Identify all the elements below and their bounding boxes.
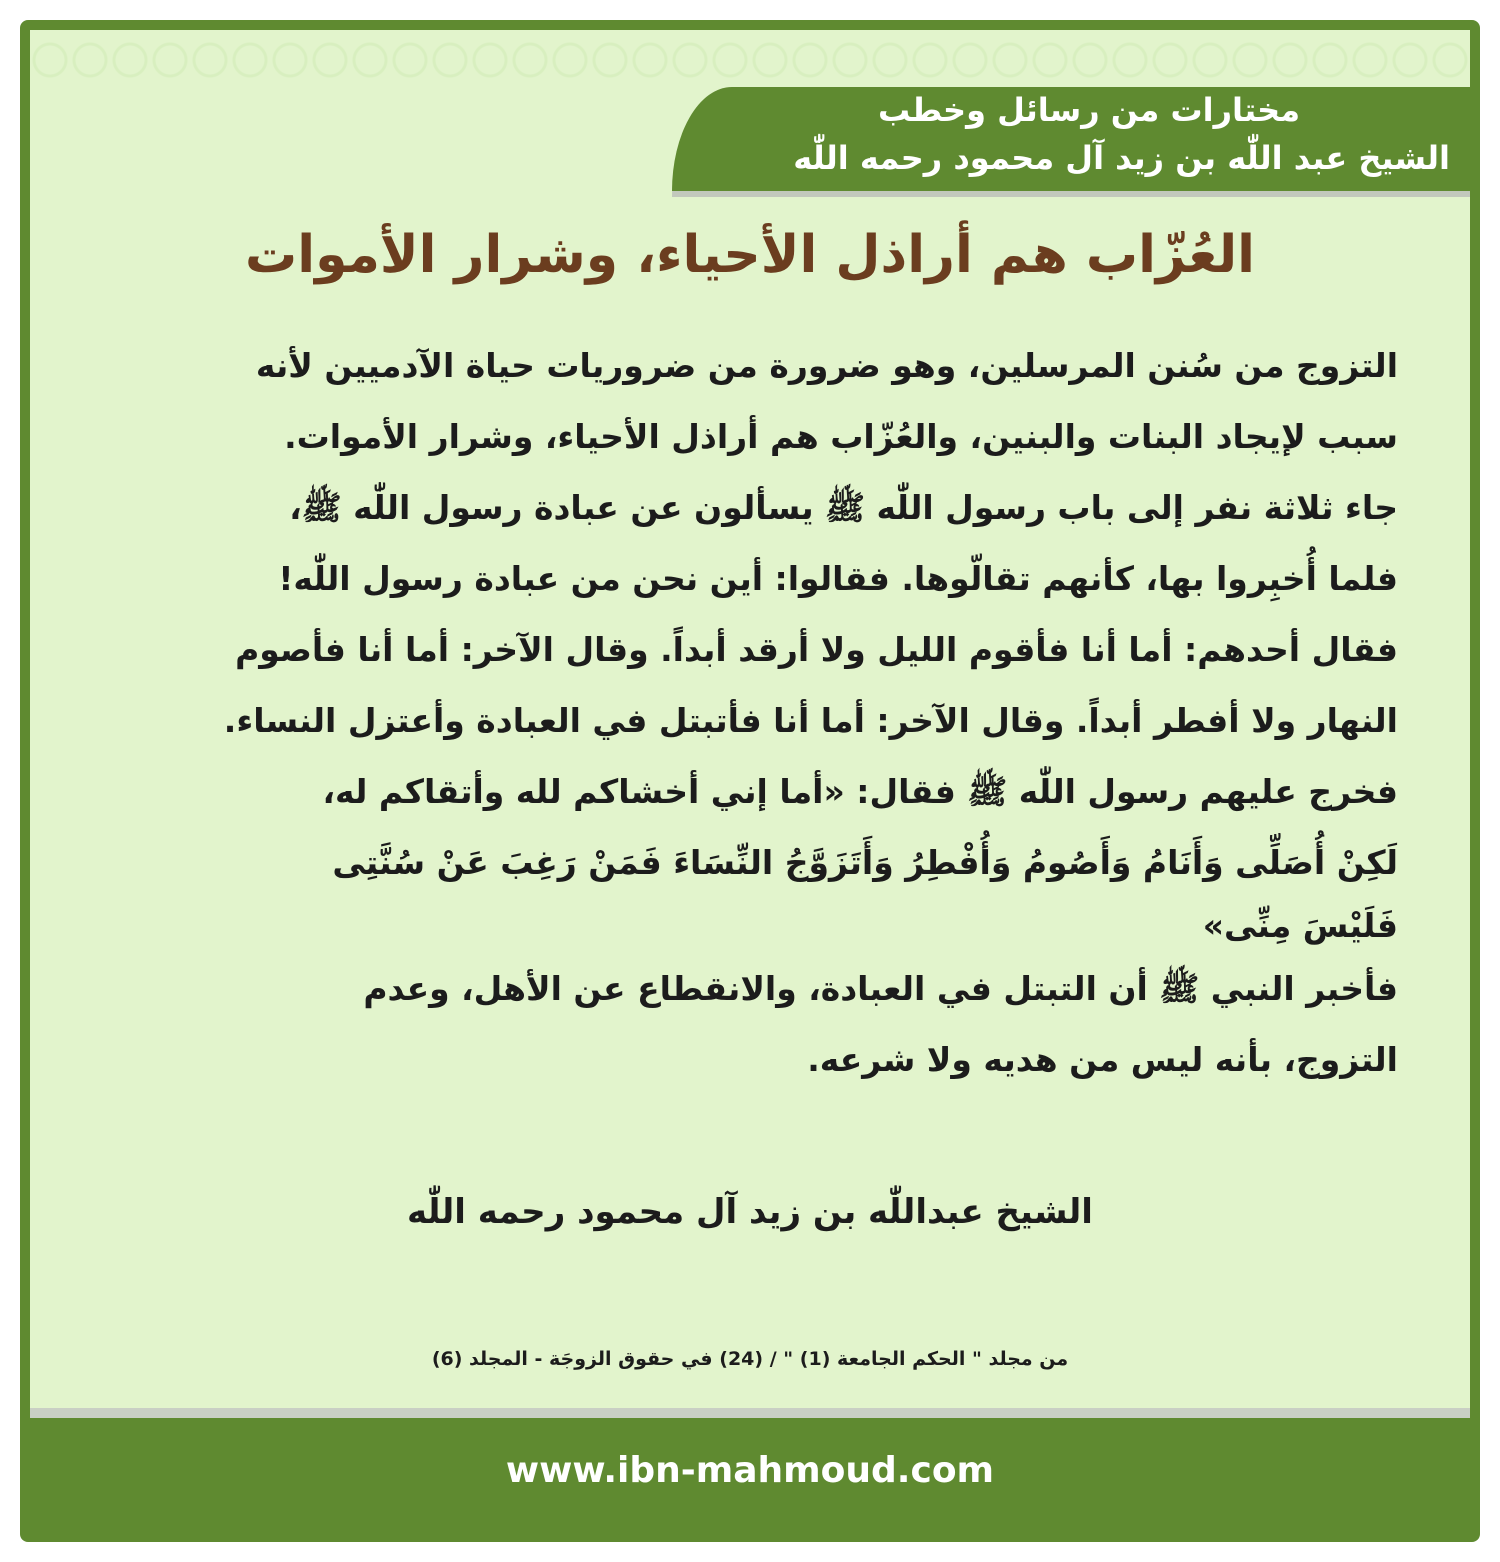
signature: الشيخ عبداللّٰه بن زيد آل محمود رحمه اللّٰه [407,1192,1093,1232]
content-card [30,30,1470,1415]
decorative-pattern [30,30,1470,90]
body-line: سبب لإيجاد البنات والبنين، والعُزّاب هم أراذل الأحياء، وشرار الأموات. [284,417,1398,456]
website-link[interactable]: www.ibn-mahmoud.com [505,1450,995,1491]
body-line: التزوج، بأنه ليس من هديه ولا شرعه. [807,1040,1398,1079]
body-line: فلما أُخبِروا بها، كأنهم تقالّوها. فقالوا: أين نحن من عبادة رسول اللّٰه! [278,559,1398,598]
article-body [108,330,1398,1095]
body-line: فقال أحدهم: أما أنا فأقوم الليل ولا أرقد أبداً. وقال الآخر: أما أنا فأصوم [235,630,1398,669]
body-line: فخرج عليهم رسول اللّٰه ﷺ فقال: «أما إني أخشاكم لله وأتقاكم له، [322,772,1398,811]
body-line: فأخبر النبي ﷺ أن التبتل في العبادة، والانقطاع عن الأهل، وعدم [363,969,1398,1008]
header-banner [672,87,1470,191]
article-title: العُزّاب هم أراذل الأحياء، وشرار الأموات [245,225,1255,285]
header-line-2: الشيخ عبد اللّٰه بن زيد آل محمود رحمه اللّٰه [793,139,1450,177]
body-line: جاء ثلاثة نفر إلى باب رسول اللّٰه ﷺ يسألون عن عبادة رسول اللّٰه ﷺ، [289,488,1398,527]
header-line-1: مختارات من رسائل وخطب [877,91,1300,129]
body-line: النهار ولا أفطر أبداً. وقال الآخر: أما أنا فأتبتل في العبادة وأعتزل النساء. [223,701,1398,740]
body-line: لَكِنْ أُصَلِّى وَأَنَامُ وَأَصُومُ وَأُفْطِرُ وَأَتَزَوَّجُ النِّسَاءَ فَمَنْ رَغِبَ عَنْ سُنَّتِى [332,843,1398,882]
card-shadow [30,1408,1470,1418]
body-line: التزوج من سُنن المرسلين، وهو ضرورة من ضروريات حياة الآدميين لأنه [255,346,1398,385]
body-line: فَلَيْسَ مِنِّى» [1202,906,1398,945]
source-citation: من مجلد " الحكم الجامعة (1) " / (24) في حقوق الزوجَة - المجلد (6) [431,1348,1069,1370]
